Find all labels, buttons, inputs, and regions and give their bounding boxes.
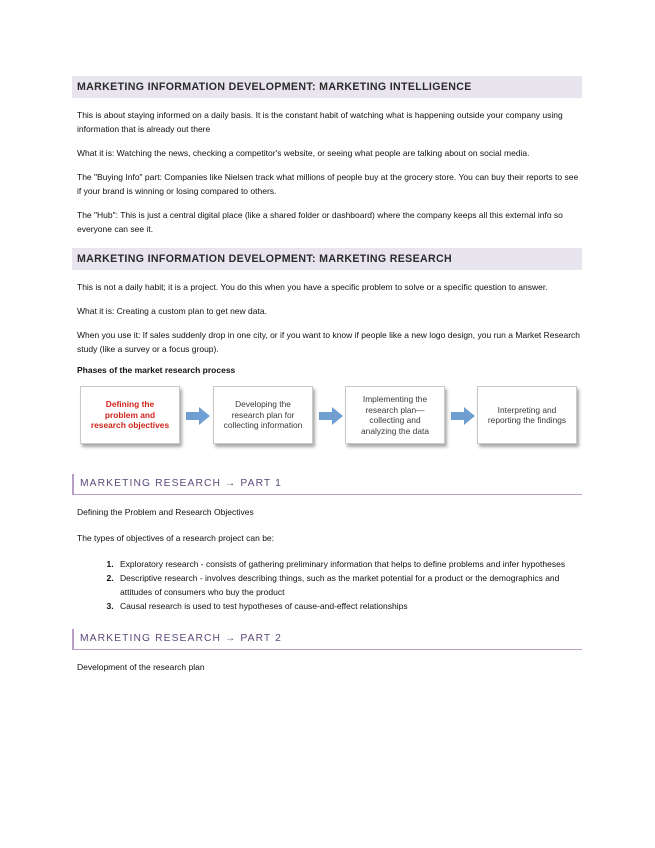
list-item: 1. Exploratory research - consists of gathering preliminary information that helps to define problems and infer hypotheses — [116, 557, 582, 571]
diagram-title: Phases of the market research process — [77, 365, 236, 375]
phase-box-4: Interpreting and reporting the findings — [477, 386, 577, 444]
paragraph: What it is: Creating a custom plan to get new data. — [77, 306, 267, 316]
paragraph: The types of objectives of a research project can be: — [77, 533, 275, 543]
phase-box-1: Defining the problem and research objectives — [80, 386, 180, 444]
list-item: 2. Descriptive research - involves describing things, such as the market potential for a product or the demographics and attitudes of consumers who buy the product — [116, 571, 582, 599]
section-heading-marketing-research: MARKETING INFORMATION DEVELOPMENT: MARKETING RESEARCH — [72, 248, 582, 270]
paragraph: This is about staying informed on a daily basis. It is the constant habit of watching what is happening outside your company using information that is already out there — [77, 110, 563, 134]
research-process-diagram — [72, 380, 582, 460]
subsection-title: Development of the research plan — [77, 662, 205, 672]
objectives-list — [72, 557, 582, 613]
arrow-right-icon — [449, 406, 477, 426]
paragraph: This is not a daily habit; it is a project. You do this when you have a specific problem to solve or a specific question to answer. — [77, 282, 548, 292]
arrow-right-icon — [184, 406, 212, 426]
section-heading-part-2: MARKETING RESEARCH → PART 2 — [72, 629, 582, 650]
paragraph: When you use it: If sales suddenly drop in one city, or if you want to know if people like a new logo design, you run a Market Research study (like a survey or a focus group). — [77, 330, 581, 354]
phase-box-2: Developing the research plan for collecting information — [213, 386, 313, 444]
document-page — [72, 76, 582, 684]
paragraph: What it is: Watching the news, checking a competitor's website, or seeing what people are talking about on social media. — [77, 148, 530, 158]
paragraph: The "Hub": This is just a central digital place (like a shared folder or dashboard) where the company keeps all this external info so everyone can see it. — [77, 210, 563, 234]
section-heading-part-1: MARKETING RESEARCH → PART 1 — [72, 474, 582, 495]
paragraph: The "Buying Info" part: Companies like Nielsen track what millions of people buy at the grocery store. You can buy their reports to see if your brand is winning or losing compared to others. — [77, 172, 579, 196]
section-heading-marketing-intelligence: MARKETING INFORMATION DEVELOPMENT: MARKETING INTELLIGENCE — [72, 76, 582, 98]
list-item: 3. Causal research is used to test hypotheses of cause-and-effect relationships — [116, 599, 582, 613]
arrow-right-icon — [317, 406, 345, 426]
phase-box-3: Implementing the research plan— collecting and analyzing the data — [345, 386, 445, 444]
subsection-title: Defining the Problem and Research Objectives — [77, 507, 254, 517]
